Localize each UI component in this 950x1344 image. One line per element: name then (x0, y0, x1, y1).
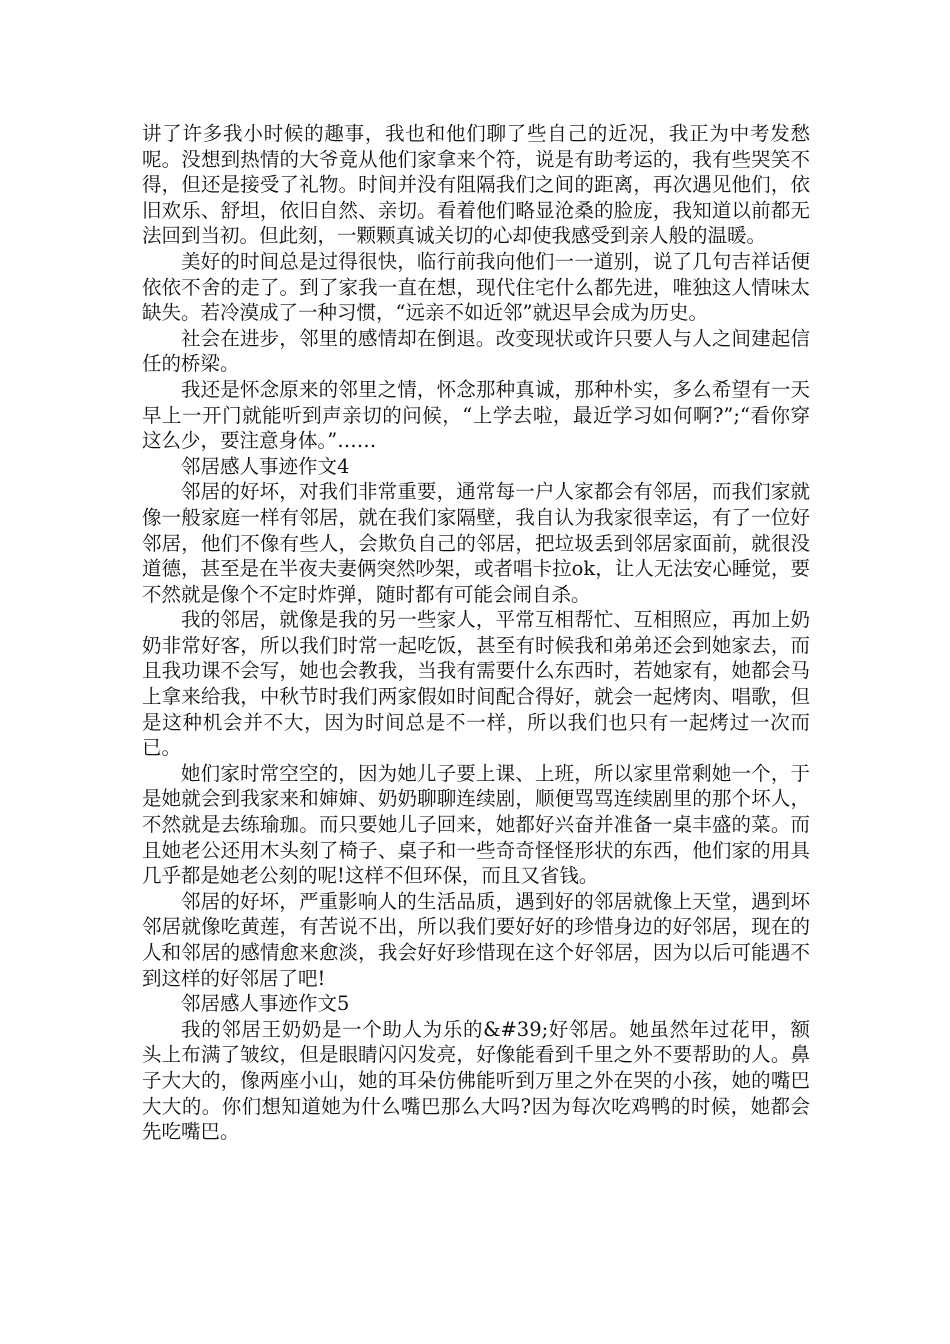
document-body (142, 121, 810, 1145)
paragraph-4: 我还是怀念原来的邻里之情，怀念那种真诚，那种朴实，多么希望有一天早上一开门就能听到声亲切的问候，“上学去啦，最近学习如何啊?”;“看你穿这么少，要注意身体。”…… (142, 377, 810, 453)
paragraph-5: 邻居的好坏，对我们非常重要，通常每一户人家都会有邻居，而我们家就像一般家庭一样有邻居，就在我们家隔壁，我自认为我家很幸运，有了一位好邻居，他们不像有些人，会欺负自己的邻居，把垃圾丢到邻居家面前，就很没道德，甚至是在半夜夫妻俩突然吵架，或者唱卡拉ok，让人无法安心睡觉，要不然就是像个不定时炸弹，随时都有可能会闹自杀。 (142, 480, 810, 606)
paragraph-9: 我的邻居王奶奶是一个助人为乐的&#39;好邻居。她虽然年过花甲，额头上布满了皱纹，但是眼睛闪闪发亮，好像能看到千里之外不要帮助的人。鼻子大大的，像两座小山，她的耳朵仿佛能听到万里之外在哭的小孩，她的嘴巴大大的。你们想知道她为什么嘴巴那么大吗?因为每次吃鸡鸭的时候，她都会先吃嘴巴。 (142, 1017, 810, 1144)
paragraph-8: 邻居的好坏，严重影响人的生活品质，遇到好的邻居就像上天堂，遇到坏邻居就像吃黄莲，有苦说不出，所以我们要好好的珍惜身边的好邻居，现在的人和邻居的感情愈来愈淡，我会好好珍惜现在这个好邻居，因为以后可能遇不到这样的好邻居了吧! (142, 889, 810, 990)
paragraph-2: 美好的时间总是过得很快，临行前我向他们一一道别，说了几句吉祥话便依依不舍的走了。到了家我一直在想，现代住宅什么都先进，唯独这人情味太缺失。若冷漠成了一种习惯，“远亲不如近邻”就迟早会成为历史。 (142, 249, 810, 325)
section-heading-5: 邻居感人事迹作文5 (181, 992, 350, 1016)
section-heading-4: 邻居感人事迹作文4 (181, 454, 350, 478)
paragraph-1: 讲了许多我小时候的趣事，我也和他们聊了些自己的近况，我正为中考发愁呢。没想到热情的大爷竟从他们家拿来个符，说是有助考运的，我有些哭笑不得，但还是接受了礼物。时间并没有阻隔我们之间的距离，再次遇见他们，依旧欢乐、舒坦，依旧自然、亲切。看着他们略显沧桑的脸庞，我知道以前都无法回到当初。但此刻，一颗颗真诚关切的心却使我感受到亲人般的温暖。 (142, 122, 810, 248)
paragraph-3: 社会在进步，邻里的感情却在倒退。改变现状或许只要人与人之间建起信任的桥梁。 (142, 326, 810, 376)
paragraph-7: 她们家时常空空的，因为她儿子要上课、上班，所以家里常剩她一个，于是她就会到我家来和婶婶、奶奶聊聊连续剧，顺便骂骂连续剧里的那个坏人，不然就是去练瑜珈。而只要她儿子回来，她都好兴奋并准备一桌丰盛的菜。而且她老公还用木头刻了椅子、桌子和一些奇奇怪怪形状的东西，他们家的用具几乎都是她老公刻的呢!这样不但环保，而且又省钱。 (142, 761, 810, 888)
paragraph-6: 我的邻居，就像是我的另一些家人，平常互相帮忙、互相照应，再加上奶奶非常好客，所以我们时常一起吃饭，甚至有时候我和弟弟还会到她家去，而且我功课不会写，她也会教我，当我有需要什么东西时，若她家有，她都会马上拿来给我，中秋节时我们两家假如时间配合得好，就会一起烤肉、唱歌，但是这种机会并不大，因为时间总是不一样，所以我们也只有一起烤过一次而已。 (142, 608, 810, 760)
